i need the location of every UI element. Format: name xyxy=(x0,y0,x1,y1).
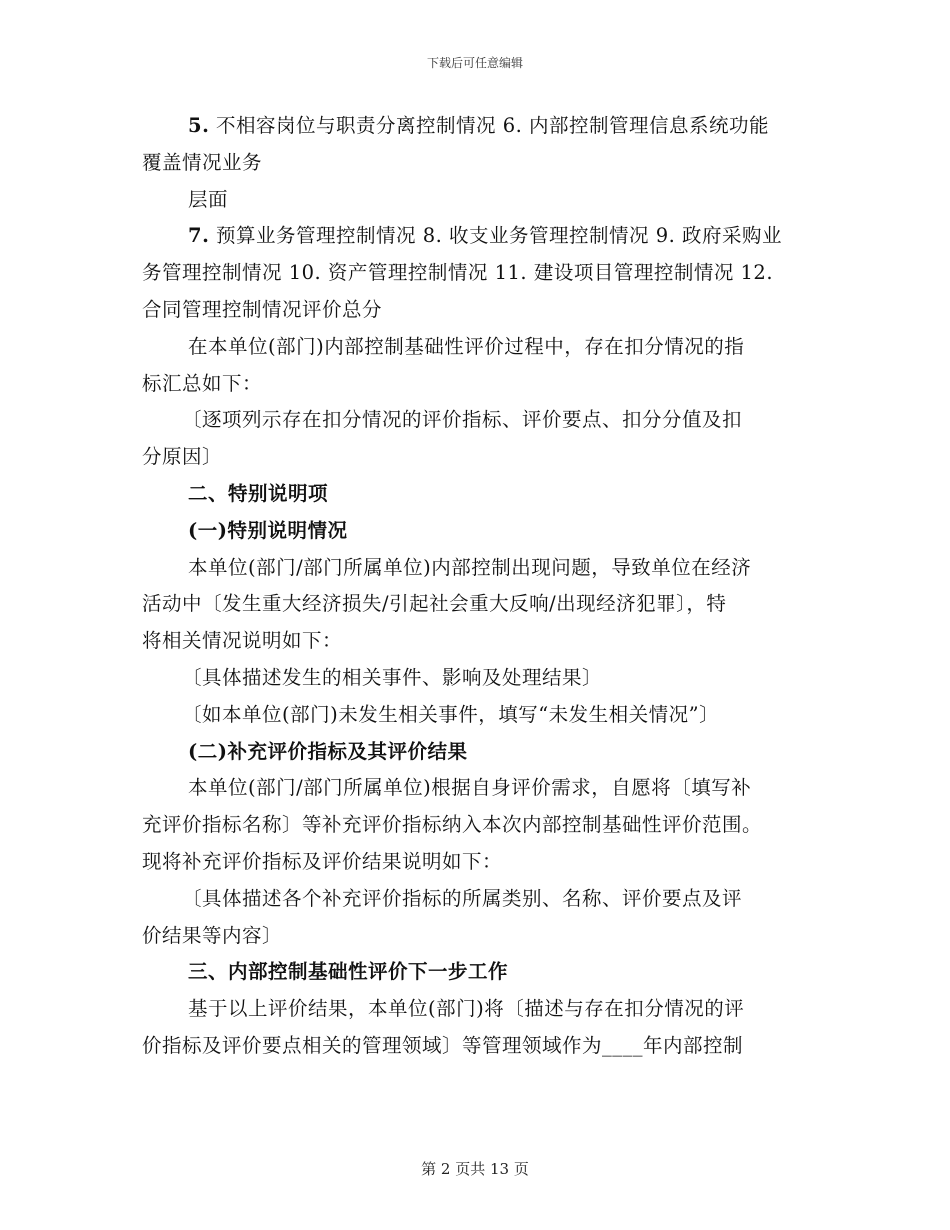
paragraph-line: 〔具体描述各个补充评价指标的所属类别、名称、评价要点及评 xyxy=(182,886,743,910)
paragraph-line xyxy=(142,218,808,255)
paragraph-line: 〔逐项列示存在扣分情况的评价指标、评价要点、扣分分值及扣 xyxy=(182,408,743,432)
paragraph-line xyxy=(142,108,808,145)
subsection-heading: (一)特别说明情况 xyxy=(188,518,348,542)
paragraph-line: 基于以上评价结果，本单位(部门)将〔描述与存在扣分情况的评 xyxy=(188,997,745,1021)
document-body xyxy=(142,108,808,1065)
paragraph-line: 务管理控制情况 10. 资产管理控制情况 11. 建设项目管理控制情况 12. xyxy=(142,261,774,285)
paragraph-line: 层面 xyxy=(188,187,229,211)
paragraph-line: 覆盖情况业务 xyxy=(142,150,263,174)
subsection-heading: (二)补充评价指标及其评价结果 xyxy=(188,739,468,763)
line-text: 不相容岗位与职责分离控制情况 6. 内部控制管理信息系统功能 xyxy=(209,114,770,137)
section-heading: 二、特别说明项 xyxy=(188,481,329,505)
paragraph-line: 价结果等内容〕 xyxy=(142,923,283,947)
paragraph-line: 将相关情况说明如下： xyxy=(142,629,343,653)
page-header: 下载后可任意编辑 xyxy=(426,56,523,70)
paragraph-line: 活动中〔发生重大经济损失/引起社会重大反响/出现经济犯罪〕，特 xyxy=(142,592,727,616)
list-number: 5. xyxy=(188,114,210,137)
paragraph-line: 充评价指标名称〕等补充评价指标纳入本次内部控制基础性评价范围。 xyxy=(142,813,763,837)
paragraph-line: 价指标及评价要点相关的管理领域〕等管理领域作为____年内部控制 xyxy=(142,1033,744,1057)
paragraph-line: 在本单位(部门)内部控制基础性评价过程中，存在扣分情况的指 xyxy=(188,334,745,358)
paragraph-line: 合同管理控制情况评价总分 xyxy=(142,297,383,321)
paragraph-line: 标汇总如下： xyxy=(142,371,263,395)
line-text: 预算业务管理控制情况 8. 收支业务管理控制情况 9. 政府采购业 xyxy=(209,224,783,248)
section-heading: 三、内部控制基础性评价下一步工作 xyxy=(188,960,509,984)
list-number: 7. xyxy=(188,224,210,248)
paragraph-line: 分原因〕 xyxy=(142,445,223,469)
paragraph-line: 〔具体描述发生的相关事件、影响及处理结果〕 xyxy=(182,665,603,689)
paragraph-line: 本单位(部门/部门所属单位)根据自身评价需求，自愿将〔填写补 xyxy=(188,776,752,800)
paragraph-line: 〔如本单位(部门)未发生相关事件，填写“未发生相关情况”〕 xyxy=(182,702,720,726)
paragraph-line: 本单位(部门/部门所属单位)内部控制出现问题，导致单位在经济 xyxy=(188,555,752,579)
page-footer: 第 2 页共 13 页 xyxy=(421,1160,529,1178)
paragraph-line: 现将补充评价指标及评价结果说明如下： xyxy=(142,849,503,873)
